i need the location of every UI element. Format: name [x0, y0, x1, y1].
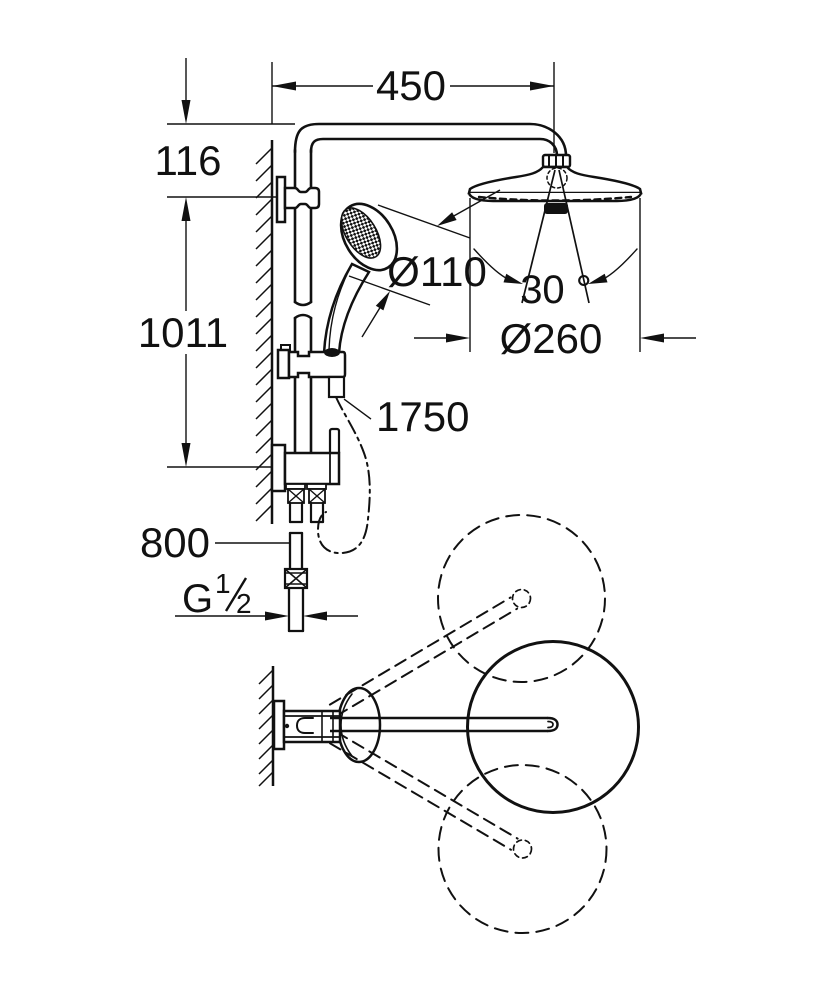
dimensions: [167, 58, 696, 621]
shower-arm: [330, 718, 558, 731]
side-view: [138, 58, 696, 631]
swivel-circle-up: [438, 515, 605, 682]
connection-nuts: [288, 489, 325, 503]
label-116: 116: [154, 137, 222, 184]
label-hand-diameter: Ø110: [387, 248, 487, 295]
swivel-circle-down: [439, 765, 607, 933]
label-head-diameter: Ø260: [499, 315, 603, 362]
label-450: 450: [375, 62, 447, 109]
label-thread-1: 1: [215, 568, 231, 599]
swivel-arm-down: [330, 732, 518, 850]
label-800: 800: [139, 519, 211, 566]
plan-wall-bracket: [274, 701, 340, 749]
escutcheon: [338, 688, 380, 762]
plan-wall-hatching: [259, 666, 273, 786]
label-spray-angle: 30 °: [520, 268, 592, 312]
top-pipe: [295, 124, 566, 156]
dimension-1750-leader: [344, 399, 371, 419]
head-shower-collar: [544, 203, 568, 214]
head-shower-plan: [468, 642, 639, 813]
connection-pipes: [290, 503, 323, 522]
label-thread-g: G: [182, 577, 214, 621]
supply-pipe: [285, 533, 307, 631]
plan-view: [259, 515, 639, 933]
diverter-lever: [330, 429, 339, 455]
diverter-valve: [272, 429, 339, 522]
swivel-arm-up: [330, 598, 517, 716]
wall-bracket: [277, 177, 319, 222]
label-1011: 1011: [137, 309, 229, 356]
hose-connector: [329, 377, 344, 397]
label-1750: 1750: [376, 393, 470, 440]
label-thread-2: 2: [236, 588, 252, 619]
